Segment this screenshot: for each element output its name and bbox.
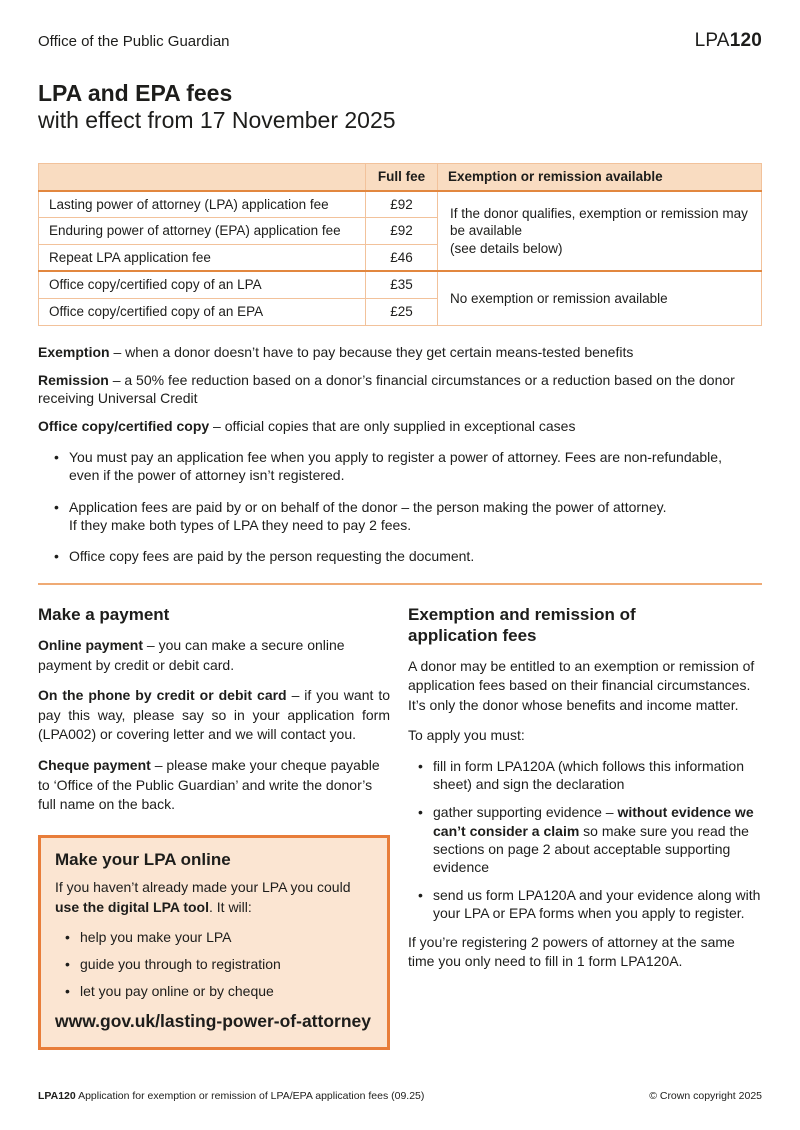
definition-exemption — [38, 343, 762, 361]
lpa-online-url: www.gov.uk/lasting-power-of-attorney — [55, 1011, 371, 1032]
fee-amount: £35 — [366, 271, 438, 298]
bullet-icon: • — [54, 449, 59, 466]
bullet-text: Application fees are paid by or on behalf of the donor – the person making the power of attorney. If they make both types of LPA they need to pay 2 fees. — [69, 498, 667, 533]
payment-paragraph-cheque — [38, 756, 390, 815]
organisation-name: Office of the Public Guardian — [38, 33, 230, 50]
info-bullet-list — [38, 448, 762, 565]
footer-left — [38, 1090, 424, 1102]
bullet-text: fill in form LPA120A (which follows this information sheet) and sign the declaration — [433, 758, 744, 793]
document-header — [38, 30, 762, 52]
bullet-text: Office copy fees are paid by the person requesting the document. — [69, 548, 475, 565]
footer-description: Application for exemption or remission of LPA/EPA application fees (09.25) — [75, 1090, 425, 1102]
list-item — [408, 757, 762, 793]
definition-term: Exemption — [38, 343, 110, 360]
bullet-icon: • — [418, 804, 423, 821]
bullet-icon: • — [65, 955, 70, 972]
fee-item: Enduring power of attorney (EPA) application fee — [39, 218, 366, 245]
document-footer — [38, 1090, 762, 1102]
section-divider — [38, 583, 762, 585]
footer-copyright: © Crown copyright 2025 — [649, 1090, 762, 1102]
header-item — [39, 164, 366, 191]
exemption-note-text: If the donor qualifies, exemption or remission may be available — [450, 205, 748, 239]
fee-amount: £46 — [366, 244, 438, 271]
header-exemption: Exemption or remission available — [438, 164, 762, 191]
fee-amount: £92 — [366, 218, 438, 245]
bullet-icon: • — [54, 548, 59, 565]
bullet-icon: • — [54, 498, 59, 515]
form-code — [695, 30, 762, 52]
box-bullet-list — [55, 928, 373, 1001]
payment-paragraph-phone — [38, 686, 390, 745]
form-code-number: 120 — [729, 30, 762, 51]
definition-text: – official copies that are only supplied in exceptional cases — [209, 418, 576, 435]
list-item — [38, 498, 762, 534]
definition-text: – a 50% fee reduction based on a donor’s financial circumstances or a reduction based on the donor receiving Universal Credit — [38, 371, 735, 406]
definition-text: – when a donor doesn’t have to pay because they get certain means-tested benefits — [109, 343, 634, 360]
make-lpa-online-box — [38, 835, 390, 1050]
bullet-icon: • — [418, 887, 423, 904]
payment-heading: Make a payment — [38, 605, 170, 625]
exemption-note-group2: No exemption or remission available — [438, 271, 762, 325]
box-heading: Make your LPA online — [55, 849, 231, 869]
bullet-text: guide you through to registration — [80, 955, 281, 972]
footer-form-code: LPA120 — [38, 1090, 76, 1102]
payment-paragraph-online — [38, 636, 390, 675]
form-code-prefix: LPA — [694, 30, 730, 51]
exemption-heading: Exemption and remission of application fees — [408, 605, 636, 645]
box-intro-text2: . It will: — [209, 899, 252, 916]
exemption-bullet-list — [408, 757, 762, 923]
definition-term: Remission — [38, 371, 109, 388]
bullet-text: help you make your LPA — [80, 928, 232, 945]
paragraph-text: – please make your cheque payable to ‘Office of the Public Guardian’ and write the donor’s full name on the back. — [38, 756, 380, 813]
exemption-paragraph-2: To apply you must: — [408, 727, 525, 744]
fees-table — [38, 163, 762, 325]
paragraph-text: – if you want to pay this way, please say so in your application form (LPA002) or covering letter and we will contact you. — [38, 687, 390, 743]
bullet-text: gather supporting evidence – without evidence we can’t consider a claim so make sure you read the sections on page 2 about acceptable supporting evidence — [433, 804, 754, 875]
list-item — [408, 886, 762, 922]
paragraph-lead: Cheque payment — [38, 756, 151, 773]
list-item — [55, 955, 373, 973]
bullet-icon: • — [65, 983, 70, 999]
definitions-section — [38, 343, 762, 436]
exemption-paragraph-1: A donor may be entitled to an exemption or remission of application fees based on their financial circumstances. It’s only the donor whose benefits and income matter. — [408, 657, 755, 713]
exemption-column — [408, 601, 762, 1049]
fees-table-header-row — [39, 164, 762, 191]
fee-amount: £25 — [366, 298, 438, 325]
paragraph-lead: Online payment — [38, 636, 144, 653]
definition-remission — [38, 371, 762, 407]
table-row — [39, 191, 762, 218]
paragraph-text: – you can make a secure online payment by credit or debit card. — [38, 636, 345, 673]
exemption-paragraph-3: If you’re registering 2 powers of attorney at the same time you only need to fill in 1 form LPA120A. — [408, 933, 735, 970]
page-title: LPA and EPA fees — [38, 80, 233, 106]
list-item — [408, 803, 762, 876]
list-item — [55, 982, 373, 1000]
exemption-note-group1 — [438, 191, 762, 272]
payment-column — [38, 601, 390, 1049]
box-intro-text: If you haven’t already made your LPA you could — [55, 879, 351, 896]
bullet-text: send us form LPA120A and your evidence along with your LPA or EPA forms when you apply to register. — [433, 887, 761, 922]
definition-term: Office copy/certified copy — [38, 418, 210, 435]
bullet-icon: • — [65, 928, 70, 945]
two-column-section — [38, 601, 762, 1049]
table-row — [39, 271, 762, 298]
box-intro — [55, 878, 373, 917]
bullet-text: let you pay online or by cheque — [80, 983, 274, 999]
box-intro-bold: use the digital LPA tool — [55, 899, 209, 916]
fee-item: Lasting power of attorney (LPA) application fee — [39, 191, 366, 218]
page-subtitle: with effect from 17 November 2025 — [38, 107, 396, 134]
header-full-fee: Full fee — [366, 164, 438, 191]
list-item — [55, 928, 373, 946]
list-item — [38, 547, 762, 565]
fee-item: Repeat LPA application fee — [39, 244, 366, 271]
fee-item: Office copy/certified copy of an EPA — [39, 298, 366, 325]
fee-item: Office copy/certified copy of an LPA — [39, 271, 366, 298]
title-block — [38, 80, 762, 134]
bullet-icon: • — [418, 758, 423, 775]
paragraph-lead: On the phone by credit or debit card — [38, 687, 287, 704]
exemption-note-text2: (see details below) — [450, 240, 563, 256]
list-item — [38, 448, 762, 484]
fee-amount: £92 — [366, 191, 438, 218]
bullet-text: You must pay an application fee when you apply to register a power of attorney. Fees are non-refundable, even if the power of attorney isn’t registered. — [69, 449, 722, 484]
definition-office-copy — [38, 417, 762, 435]
